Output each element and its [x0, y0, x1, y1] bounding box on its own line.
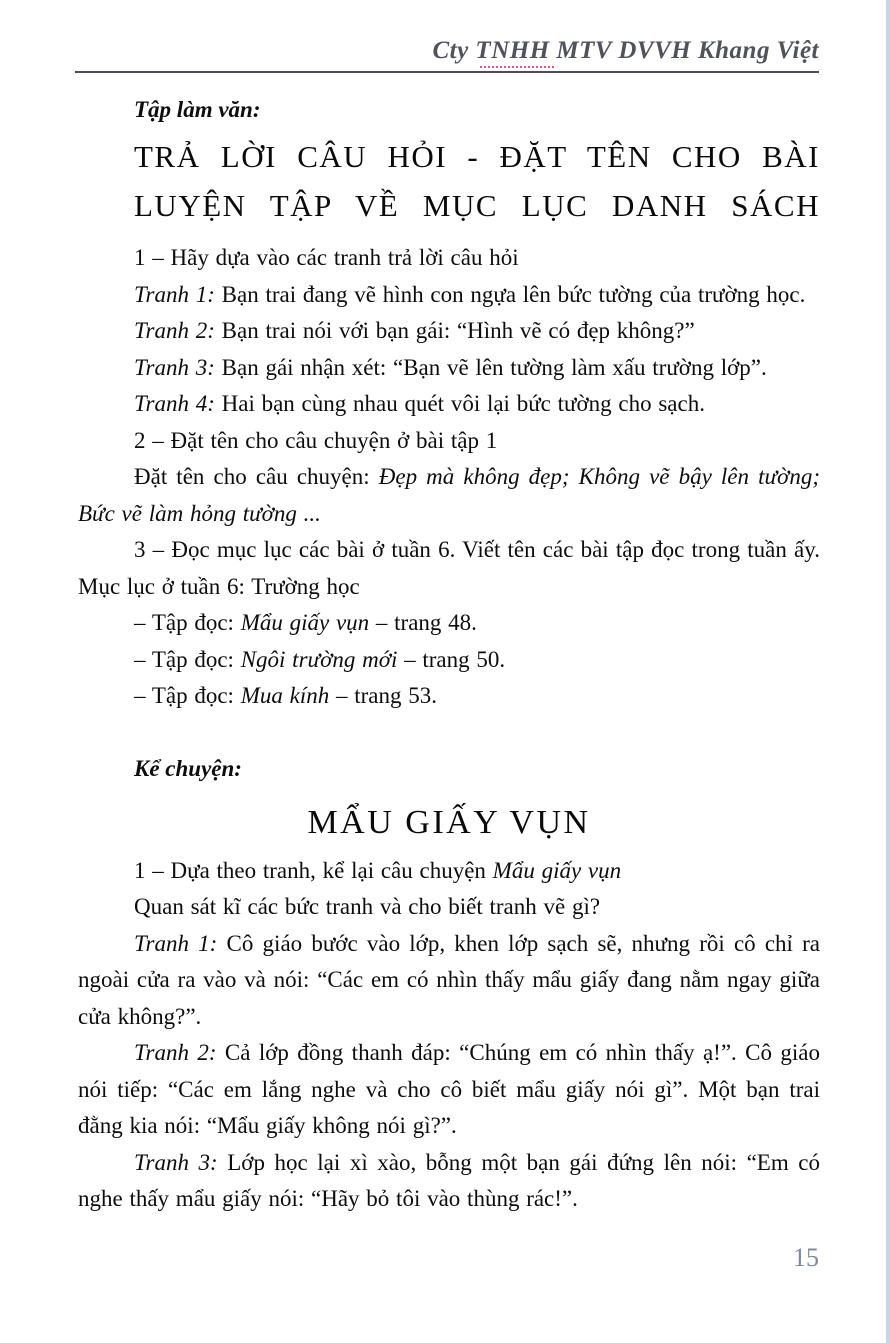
italic-run: Ngôi trường mới — [240, 646, 398, 672]
paragraph — [78, 459, 820, 532]
paragraph — [78, 313, 820, 350]
lesson-title — [78, 132, 820, 230]
text-run: – Tập đọc: — [134, 610, 241, 635]
text-run: Bạn trai đang vẽ hình con ngựa lên bức tường của trường học. — [214, 281, 806, 307]
italic-run: Tranh 1: — [134, 281, 215, 307]
paragraph — [78, 853, 820, 890]
list-item — [78, 678, 820, 715]
header-company-name: Cty TNHH MTV DVVH Khang Việt — [432, 37, 819, 64]
text-run: Cả lớp đồng thanh đáp: “Chúng em có nhìn thấy ạ!”. Cô giáo nói tiếp: “Các em lắng nghe và cho cô biết mẩu giấy nói gì”. Một bạn trai đằng kia nói: “Mẩu giấy không nói gì?”. — [78, 1040, 820, 1138]
text-run: Cô giáo bước vào lớp, khen lớp sạch sẽ, nhưng rồi cô chỉ ra ngoài cửa ra vào và nói: “Các em có nhìn thấy mẩu giấy đang nằm ngay giữa cửa không?”. — [78, 930, 820, 1029]
paragraph — [78, 889, 820, 926]
section-label: Kể chuyện: — [134, 755, 242, 781]
italic-run: Tranh 1: — [134, 930, 218, 956]
italic-run: Tranh 3: — [134, 1149, 218, 1175]
text-run: – Tập đọc: — [134, 646, 241, 672]
paragraph — [78, 386, 820, 423]
text-run: Bạn trai nói với bạn gái: “Hình vẽ có đẹp không?” — [214, 318, 695, 343]
text-run: Lớp học lại xì xào, bỗng một bạn gái đứng lên nói: “Em có nghe thấy mẩu giấy nói: “Hãy bỏ tôi vào thùng rác!”. — [78, 1149, 820, 1211]
text-run: 1 – Dựa theo tranh, kể lại câu chuyện — [134, 857, 493, 883]
italic-run: Mua kính — [240, 683, 330, 708]
lesson-title-line: LUYỆN TẬP VỀ MỤC LỤC DANH SÁCH — [134, 188, 820, 223]
italic-run: Tranh 2: — [134, 1040, 217, 1065]
paragraph — [78, 532, 820, 605]
italic-run: Đẹp mà không đẹp; Không vẽ bậy lên tường; Bức vẽ làm hỏng tường ... — [78, 464, 820, 526]
page-header — [75, 36, 819, 73]
list-item — [78, 605, 820, 642]
text-run: Bạn gái nhận xét: “Bạn vẽ lên tường làm xấu trường lớp”. — [214, 354, 767, 380]
italic-run: Mẩu giấy vụn — [492, 857, 622, 883]
paragraph — [78, 240, 820, 277]
italic-run: Mẩu giấy vụn — [240, 610, 370, 635]
text-run: 2 – Đặt tên cho câu chuyện ở bài tập 1 — [134, 427, 498, 453]
paragraph — [78, 423, 820, 460]
italic-run: Tranh 2: — [134, 318, 215, 343]
text-run: – trang 53. — [329, 683, 437, 708]
paragraph — [78, 350, 820, 387]
text-run: 3 – Đọc mục lục các bài ở tuần 6. Viết tên các bài tập đọc trong tuần ấy. Mục lục ở tuần 6: Trường học — [78, 537, 820, 599]
text-run: 1 – Hãy dựa vào các tranh trả lời câu hỏi — [134, 245, 519, 270]
document-content — [78, 94, 820, 1218]
text-run: Quan sát kĩ các bức tranh và cho biết tranh vẽ gì? — [134, 894, 601, 919]
text-run: – trang 50. — [397, 646, 506, 672]
text-run: – trang 48. — [369, 610, 477, 635]
text-run: – Tập đọc: — [134, 683, 241, 708]
text-run: Hai bạn cùng nhau quét vôi lại bức tường cho sạch. — [214, 391, 705, 416]
italic-run: Tranh 4: — [134, 391, 215, 416]
paragraph — [78, 1145, 820, 1218]
page-number: 15 — [793, 1243, 819, 1272]
spellcheck-squiggle — [480, 66, 554, 68]
paragraph — [78, 1035, 820, 1145]
story-title: MẨU GIẤY VỤN — [307, 803, 591, 841]
italic-run: Tranh 3: — [134, 354, 215, 380]
paragraph — [78, 926, 820, 1036]
list-item — [78, 642, 820, 679]
section-label: Tập làm văn: — [134, 97, 261, 122]
text-run: Đặt tên cho câu chuyện: — [134, 464, 379, 489]
paragraph — [78, 277, 820, 314]
lesson-title-line: TRẢ LỜI CÂU HỎI - ĐẶT TÊN CHO BÀI — [134, 139, 820, 174]
